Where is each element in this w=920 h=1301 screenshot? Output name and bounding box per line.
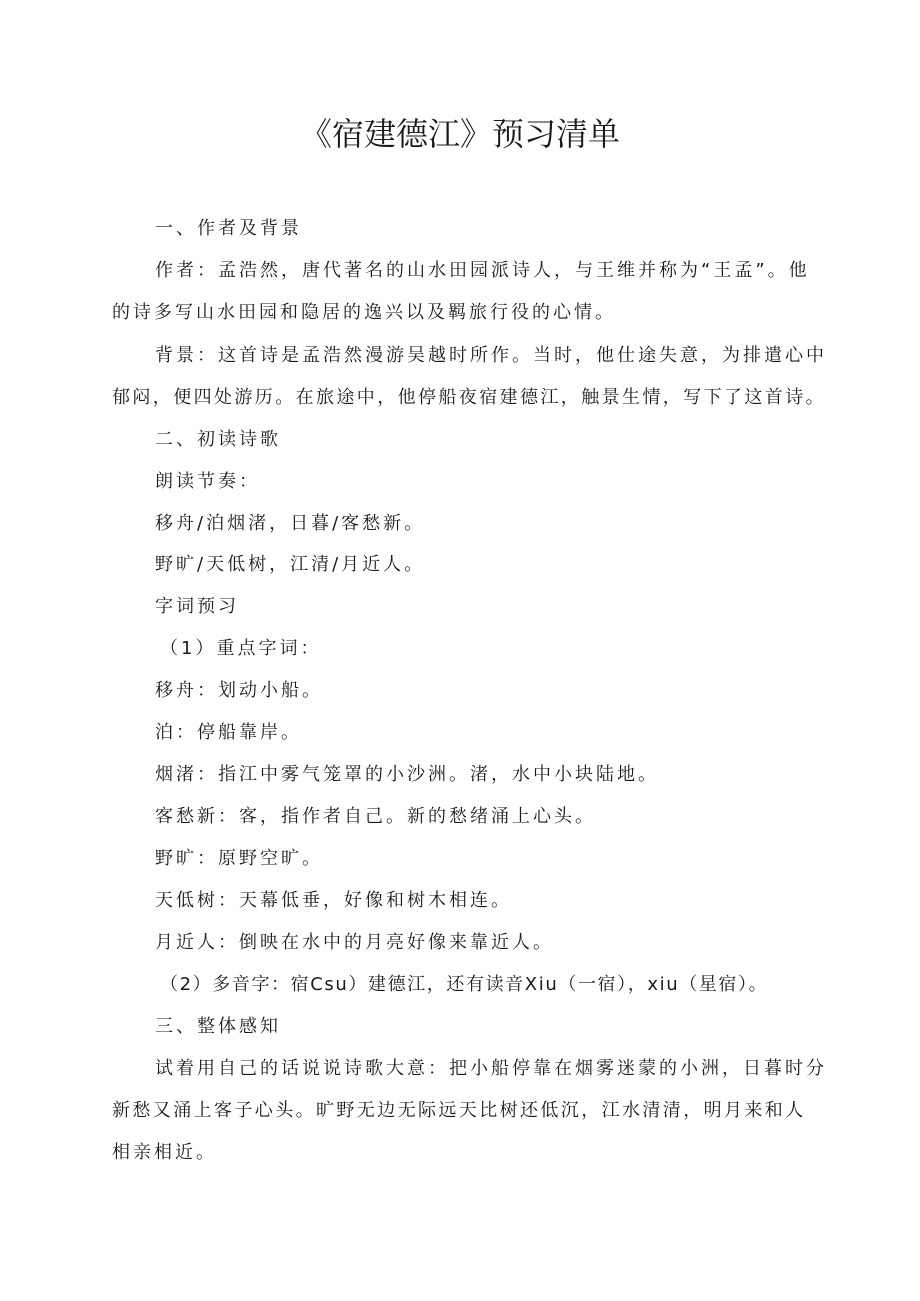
- rhythm-line-2: 野旷/天低树，江清/月近人。: [155, 554, 426, 575]
- summary-line-2: 新愁又涌上客子心头。旷野无边无际远天比树还低沉，江水清清，明月来和人: [112, 1100, 806, 1121]
- document-title: 《宿建德江》预习清单: [299, 115, 620, 153]
- word-entry: 移舟：划动小船。: [155, 680, 323, 701]
- section-heading-first-reading: 二、初读诗歌: [155, 429, 281, 450]
- summary-line-3: 相亲相近。: [112, 1142, 217, 1163]
- rhythm-label: 朗读节奏：: [155, 471, 260, 492]
- rhythm-line-1: 移舟/泊烟渚，日暮/客愁新。: [155, 513, 426, 534]
- word-entry: 烟渚：指江中雾气笼罩的小沙洲。渚，水中小块陆地。: [155, 764, 659, 785]
- vocab-label: 字词预习: [155, 596, 239, 617]
- summary-line-1: 试着用自己的话说说诗歌大意：把小船停靠在烟雾迷蒙的小洲，日暮时分: [155, 1058, 827, 1079]
- section-heading-author-background: 一、作者及背景: [155, 218, 302, 239]
- word-entry: 天低树：天幕低垂，好像和树木相连。: [155, 890, 512, 911]
- key-words-label: （1）重点字词：: [160, 638, 322, 659]
- word-entry: 野旷：原野空旷。: [155, 848, 323, 869]
- word-entry: 月近人：倒映在水中的月亮好像来靠近人。: [155, 932, 554, 953]
- background-paragraph-line-1: 背景：这首诗是孟浩然漫游吴越时所作。当时，他仕途失意，为排遣心中: [155, 345, 827, 366]
- polyphone-line: （2）多音字：宿Csu）建德江，还有读音Xiu（一宿），xiu（星宿）。: [160, 974, 769, 995]
- background-paragraph-line-2: 郁闷，便四处游历。在旅途中，他停船夜宿建德江，触景生情，写下了这首诗。: [112, 387, 826, 408]
- section-heading-overall-perception: 三、整体感知: [155, 1016, 281, 1037]
- author-paragraph-line-2: 的诗多写山水田园和隐居的逸兴以及羁旅行役的心情。: [112, 302, 616, 323]
- author-paragraph-line-1: 作者：孟浩然，唐代著名的山水田园派诗人，与王维并称为“王孟”。他: [155, 260, 810, 281]
- word-entry: 泊：停船靠岸。: [155, 722, 302, 743]
- word-entry: 客愁新：客，指作者自己。新的愁绪涌上心头。: [155, 806, 596, 827]
